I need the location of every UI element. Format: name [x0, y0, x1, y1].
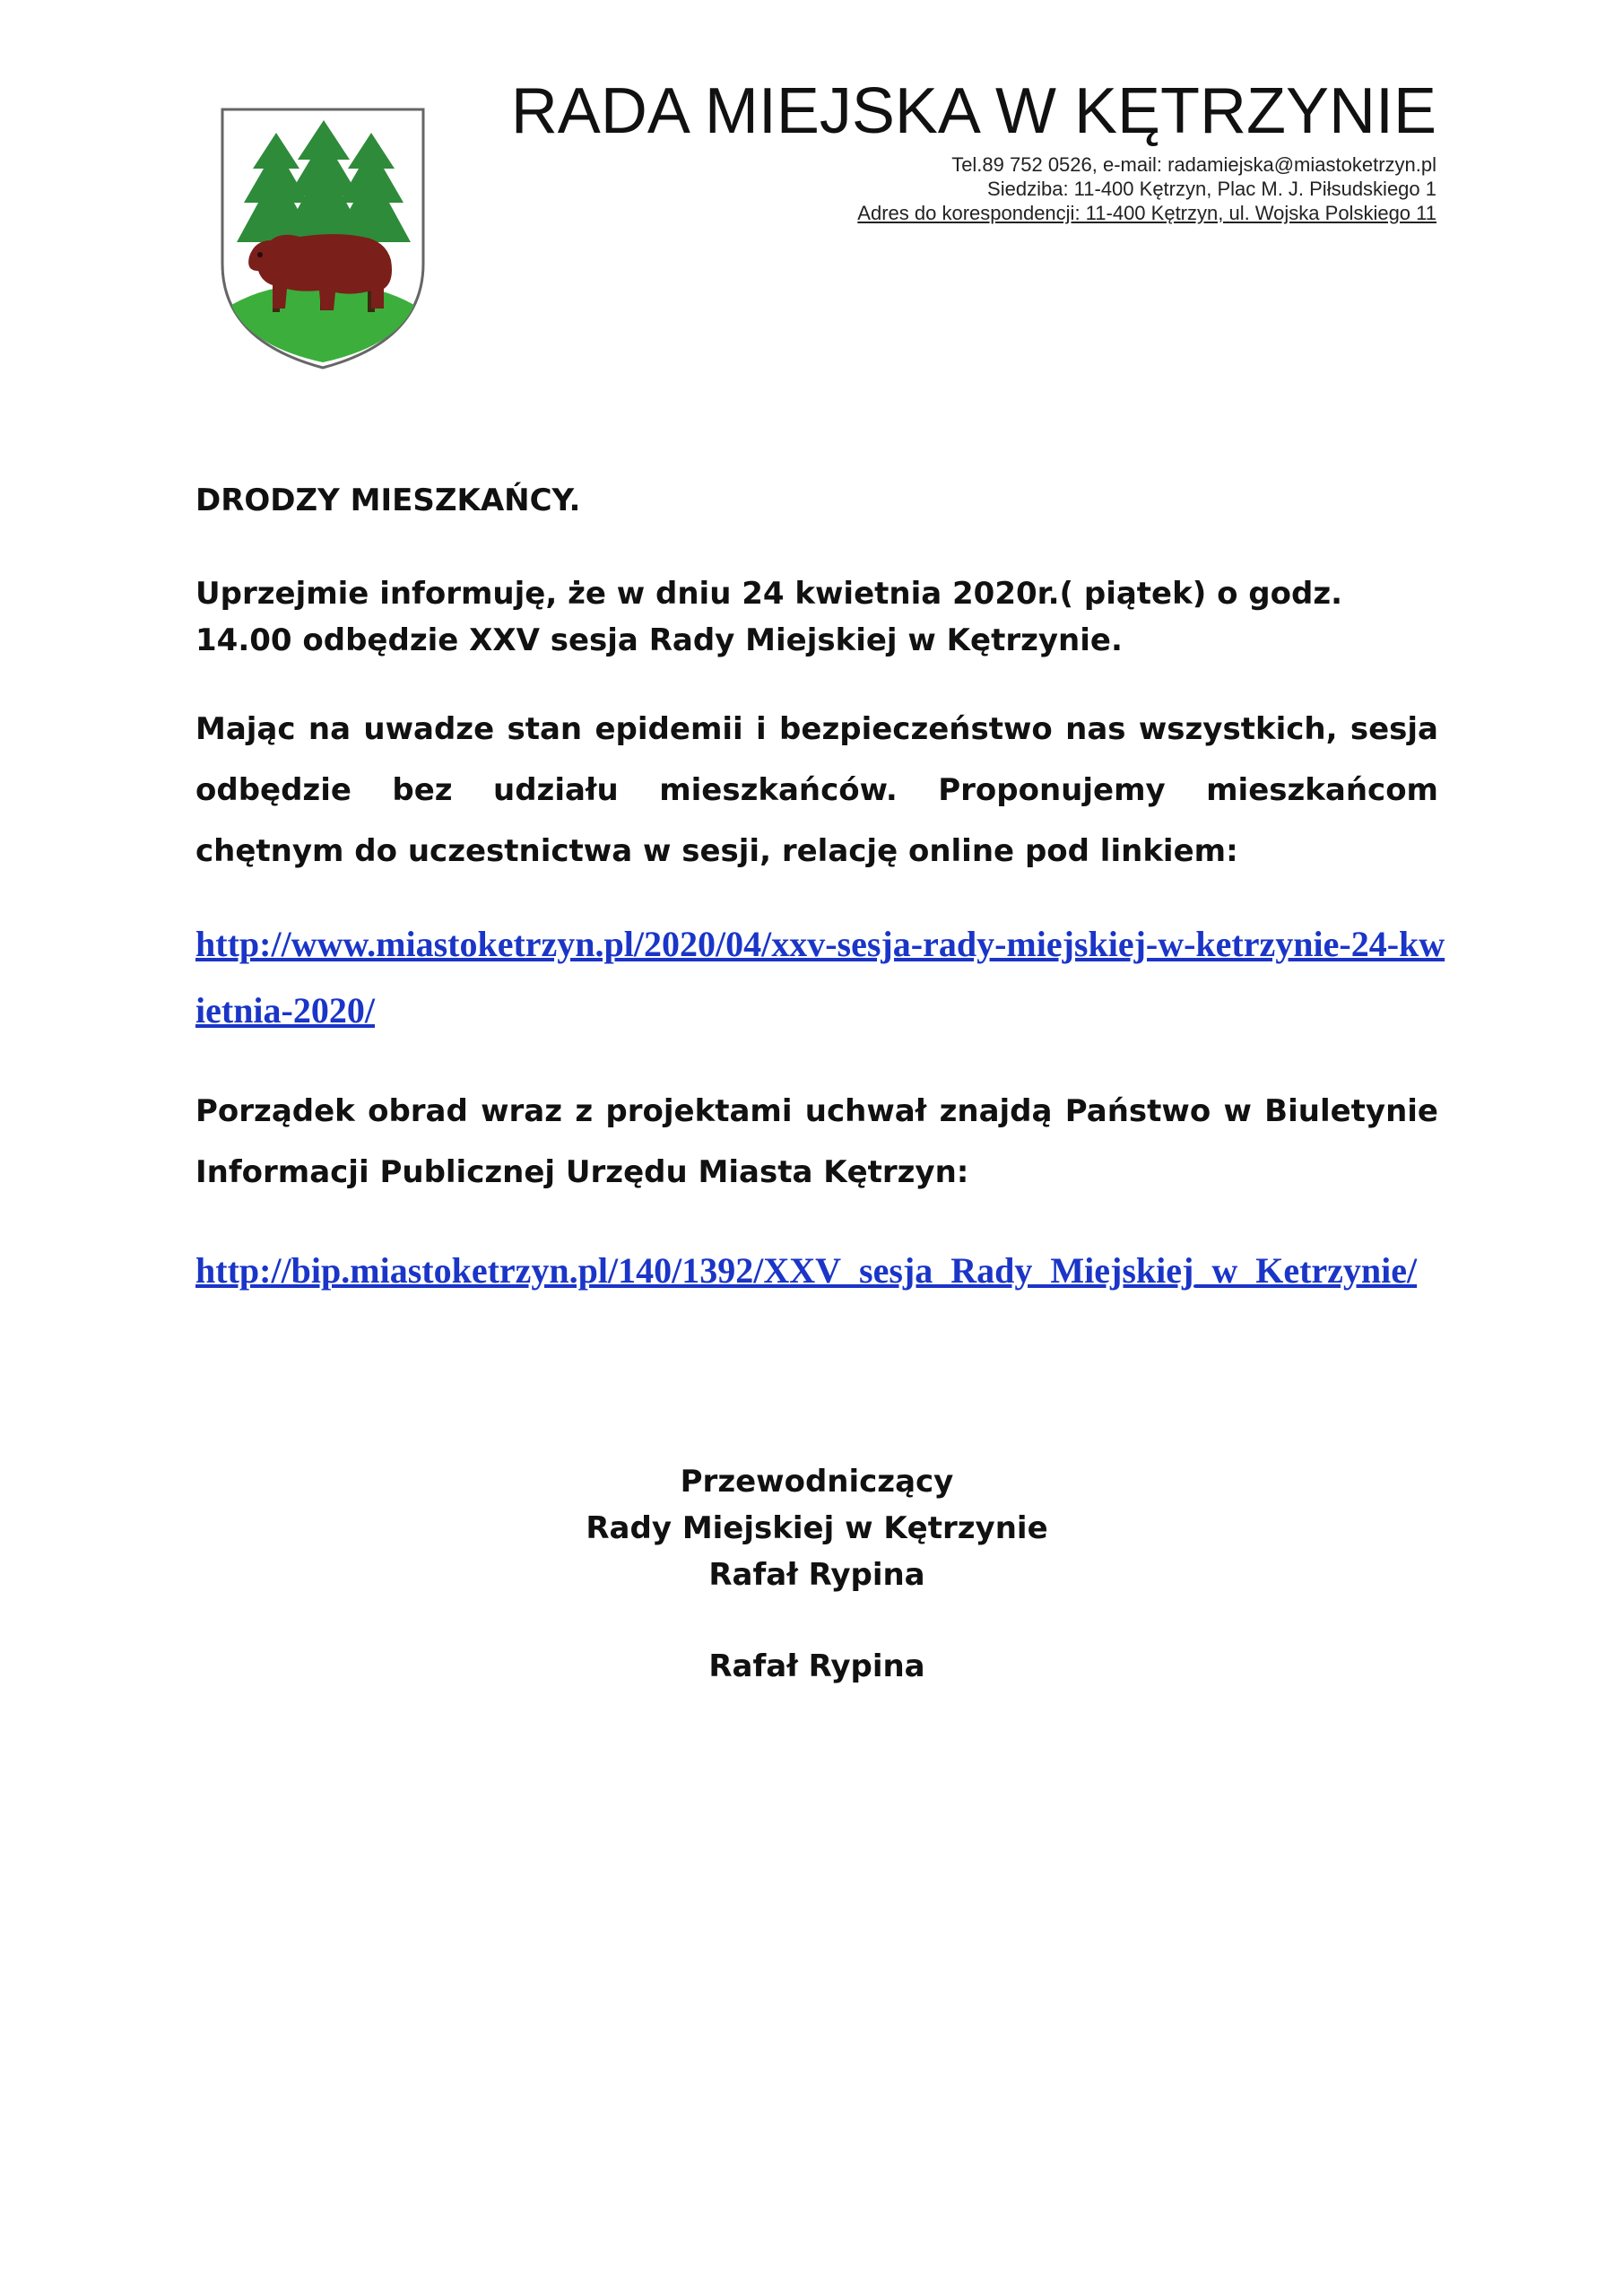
- signature-name-repeat: Rafał Rypina: [708, 1648, 925, 1684]
- bip-link[interactable]: http://bip.miastoketrzyn.pl/140/1392/XXV_sesja_Rady_Miejskiej_w_Ketrzynie/: [195, 1250, 1418, 1291]
- session-announcement: Uprzejmie informuję, że w dniu 24 kwietnia 2020r.( piątek) o godz. 14.00 odbędzie XXV sesja Rady Miejskiej w Kętrzynie.: [195, 576, 1343, 658]
- online-broadcast-paragraph: Mając na uwadze stan epidemii i bezpieczeństwo nas wszystkich, sesja odbędzie bez udziału mieszkańców. Proponujemy mieszkańcom chętnym do uczestnictwa w sesji, relację online pod linkiem:: [195, 711, 1438, 869]
- agenda-paragraph: Porządek obrad wraz z projektami uchwał znajdą Państwo w Biuletynie Informacji Publicznej Urzędu Miasta Kętrzyn:: [195, 1093, 1438, 1190]
- seat-address-line: Siedziba: 11-400 Kętrzyn, Plac M. J. Piłsudskiego 1: [987, 178, 1436, 200]
- coat-of-arms-icon: [219, 106, 427, 371]
- council-title: RADA MIEJSKA W KĘTRZYNIE: [510, 75, 1436, 147]
- crest-graphic: [219, 106, 427, 371]
- greeting: DRODZY MIESZKAŃCY.: [195, 483, 581, 518]
- signature-block: [195, 1458, 1438, 1598]
- signature-body: Rady Miejskiej w Kętrzynie: [586, 1510, 1048, 1546]
- broadcast-link[interactable]: http://www.miastoketrzyn.pl/2020/04/xxv-sesja-rady-miejskiej-w-ketrzynie-24-kwietnia-2020/: [195, 924, 1445, 1031]
- signature-name: Rafał Rypina: [708, 1557, 925, 1593]
- signature-role: Przewodniczący: [680, 1464, 954, 1500]
- mailing-address-line: Adres do korespondencji: 11-400 Kętrzyn, ul. Wojska Polskiego 11: [857, 202, 1436, 224]
- contact-line: Tel.89 752 0526, e-mail: radamiejska@miastoketrzyn.pl: [951, 153, 1436, 176]
